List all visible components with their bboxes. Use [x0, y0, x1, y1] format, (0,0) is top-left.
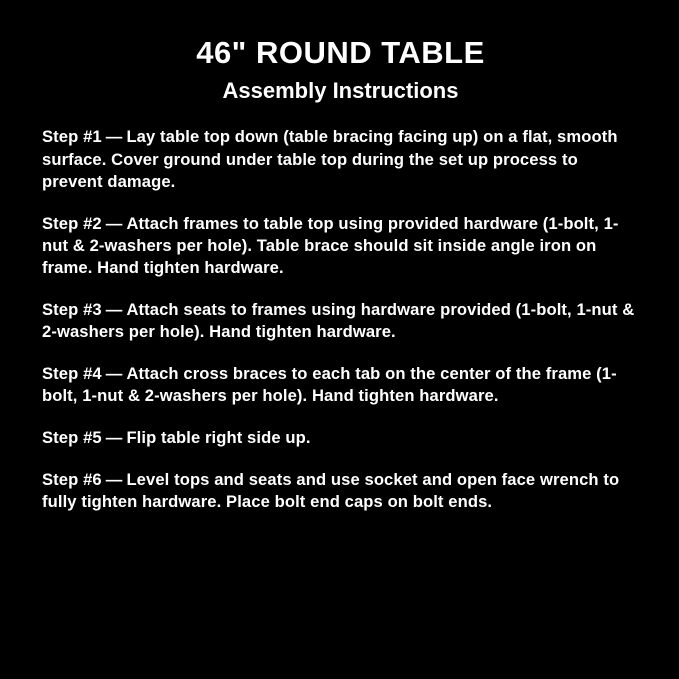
- step-label: Step #6: [42, 470, 102, 490]
- list-item: [42, 469, 639, 513]
- step-dash: —: [105, 428, 123, 448]
- list-item: [42, 427, 639, 449]
- step-text: Lay table top down (table bracing facing up) on a flat, smooth surface. Cover ground under table top during the set up process to prevent damage.: [42, 127, 618, 191]
- step-label: Step #2: [42, 213, 102, 233]
- page-subtitle: Assembly Instructions: [222, 78, 459, 104]
- step-label: Step #5: [42, 428, 102, 448]
- step-text: Attach frames to table top using provided hardware (1-bolt, 1-nut & 2-washers per hole). Table brace should sit inside angle iron on frame. Hand tighten hardware.: [42, 213, 619, 277]
- step-dash: —: [105, 363, 123, 383]
- step-dash: —: [105, 299, 123, 319]
- page-title: 46" ROUND TABLE: [196, 35, 485, 70]
- step-label: Step #4: [42, 363, 102, 383]
- step-text: Level tops and seats and use socket and open face wrench to fully tighten hardware. Place bolt end caps on bolt ends.: [42, 470, 620, 512]
- step-text: Attach cross braces to each tab on the center of the frame (1-bolt, 1-nut & 2-washers per hole). Hand tighten hardware.: [42, 363, 617, 406]
- step-dash: —: [105, 213, 123, 233]
- step-label: Step #1: [42, 127, 102, 147]
- step-dash: —: [105, 470, 123, 490]
- list-item: [42, 363, 639, 407]
- steps-list: [42, 126, 639, 513]
- step-label: Step #3: [42, 299, 102, 319]
- list-item: [42, 299, 639, 343]
- step-text: Flip table right side up.: [126, 428, 311, 448]
- step-dash: —: [105, 127, 123, 147]
- list-item: [42, 213, 639, 279]
- step-text: Attach seats to frames using hardware provided (1-bolt, 1-nut & 2-washers per hole). Hand tighten hardware.: [42, 299, 635, 341]
- list-item: [42, 126, 639, 192]
